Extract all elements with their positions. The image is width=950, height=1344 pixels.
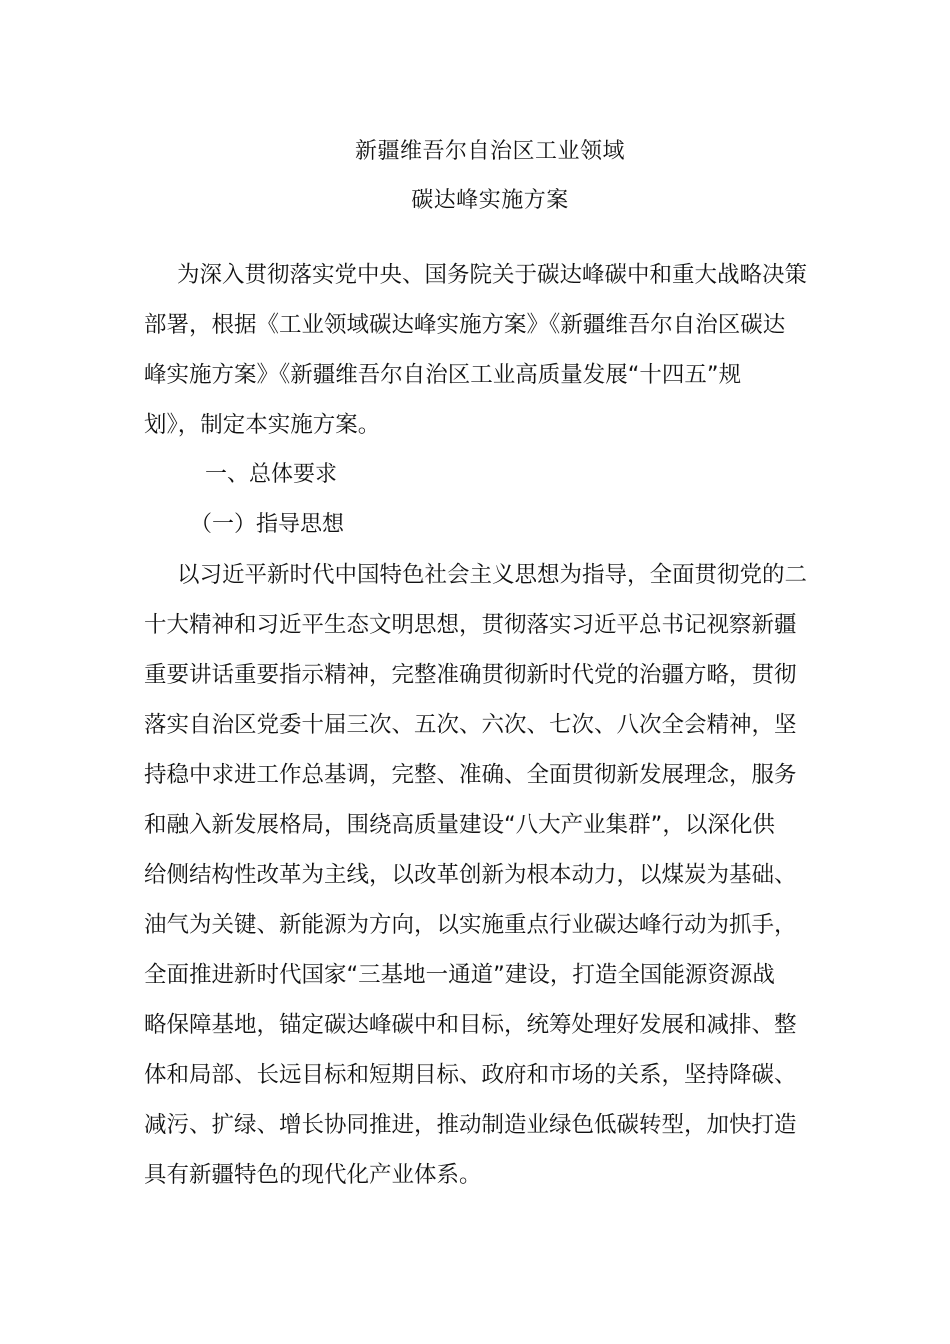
body-line: 体和局部、长远目标和短期目标、政府和市场的关系，坚持降碳、	[144, 1062, 797, 1088]
body-line: 给侧结构性改革为主线，以改革创新为根本动力，以煤炭为基础、	[144, 862, 797, 888]
body-line: 重要讲话重要指示精神，完整准确贯彻新时代党的治疆方略，贯彻	[144, 662, 797, 688]
body-line: 以习近平新时代中国特色社会主义思想为指导，全面贯彻党的二	[177, 562, 808, 588]
intro-line: 峰实施方案》《新疆维吾尔自治区工业高质量发展“十四五”规	[144, 362, 742, 388]
body-line: 减污、扩绿、增长协同推进，推动制造业绿色低碳转型，加快打造	[144, 1112, 797, 1138]
intro-line: 部署，根据《工业领域碳达峰实施方案》《新疆维吾尔自治区碳达	[144, 312, 786, 338]
body-line: 和融入新发展格局，围绕高质量建设“八大产业集群”，以深化供	[144, 812, 775, 838]
body-line: 落实自治区党委十届三次、五次、六次、七次、八次全会精神，坚	[144, 712, 797, 738]
body-line: 略保障基地，锚定碳达峰碳中和目标，统筹处理好发展和减排、整	[144, 1012, 797, 1038]
body-line: 具有新疆特色的现代化产业体系。	[144, 1162, 482, 1188]
intro-line: 为深入贯彻落实党中央、国务院关于碳达峰碳中和重大战略决策	[177, 262, 808, 288]
body-line: 油气为关键、新能源为方向，以实施重点行业碳达峰行动为抓手，	[144, 912, 797, 938]
subsection-heading: （一）指导思想	[190, 512, 345, 537]
body-line: 十大精神和习近平生态文明思想，贯彻落实习近平总书记视察新疆	[144, 612, 797, 638]
document-title-line-2: 碳达峰实施方案	[411, 188, 569, 213]
section-heading: 一、总体要求	[205, 462, 338, 487]
body-line: 全面推进新时代国家“三基地一通道”建设，打造全国能源资源战	[144, 962, 775, 988]
intro-line: 划》，制定本实施方案。	[144, 412, 381, 438]
body-line: 持稳中求进工作总基调，完整、准确、全面贯彻新发展理念，服务	[144, 762, 797, 788]
document-title-line-1: 新疆维吾尔自治区工业领域	[354, 139, 625, 164]
